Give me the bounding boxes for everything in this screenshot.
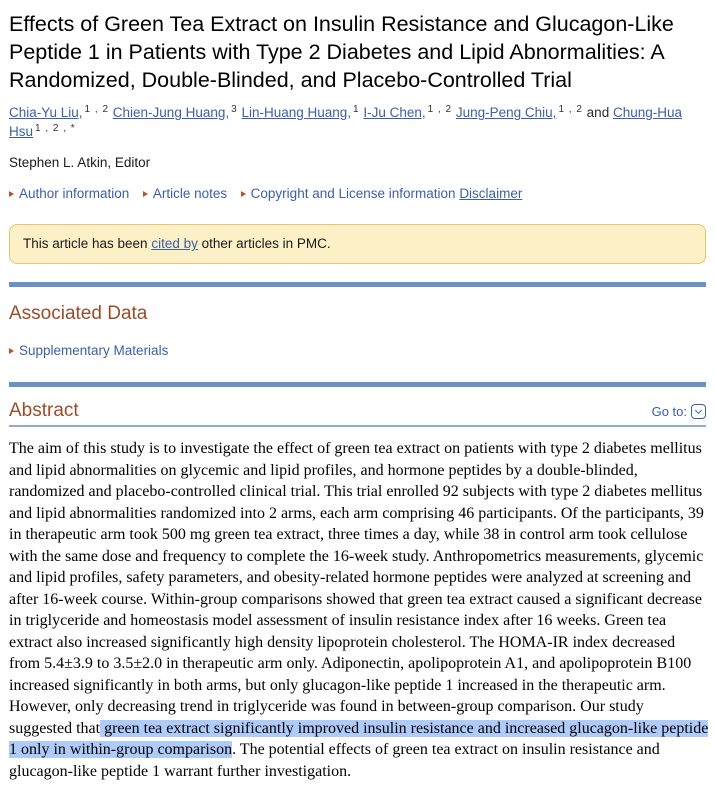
abstract-text-selected: green tea extract significantly improved insulin resistance and increased glucagon-like peptide 1 only in within-group comparison	[9, 719, 709, 758]
section-divider	[9, 382, 706, 387]
affiliation-superscript: 3	[231, 103, 238, 115]
abstract-paragraph	[9, 438, 709, 782]
author	[241, 105, 359, 120]
article-title: Effects of Green Tea Extract on Insulin Resistance and Glucagon-Like Peptide 1 in Patients with Type 2 Diabetes and Lipid Abnormalities: A Randomized, Double-Blinded, and Placebo-Controlled Trial	[9, 12, 674, 92]
bullet-arrow-icon	[9, 348, 14, 354]
bullet-arrow-icon	[241, 191, 246, 197]
disclaimer-link[interactable]: Disclaimer	[459, 186, 523, 201]
abstract-heading-rule	[9, 425, 706, 427]
goto-link[interactable]: Go to:	[651, 403, 687, 419]
author	[9, 105, 109, 120]
author-link[interactable]: Chung-Hua Hsu	[9, 105, 683, 139]
author-link[interactable]: Jung-Peng Chiu,	[455, 105, 557, 120]
author	[113, 105, 238, 120]
supplementary-materials-row	[9, 342, 706, 360]
author	[456, 105, 583, 120]
cited-by-notice	[9, 224, 706, 264]
author-information-link[interactable]: Author information	[19, 186, 130, 201]
and-label: and	[586, 105, 610, 120]
affiliation-superscript: 1 , 2	[427, 103, 453, 115]
editor-line: Stephen L. Atkin, Editor	[9, 155, 151, 170]
cited-by-link[interactable]: cited by	[151, 236, 198, 251]
author-link[interactable]: I-Ju Chen,	[363, 105, 426, 120]
notice-text: This article has been	[23, 236, 152, 251]
affiliation-superscript: 1 , 2	[558, 103, 583, 115]
author-list	[9, 103, 706, 141]
goto-control	[652, 404, 706, 419]
abstract-header	[9, 400, 706, 422]
affiliation-superscript: 1	[353, 103, 360, 115]
affiliation-superscript: 1 , 2	[84, 103, 110, 115]
article-notes-link[interactable]: Article notes	[152, 186, 228, 201]
article-meta-links	[9, 185, 706, 203]
abstract-heading: Abstract	[9, 400, 79, 421]
section-divider	[9, 282, 706, 287]
abstract-text: . The potential effects of green tea extract on insulin resistance and glucagon-like peptide 1 warrant further investigation.	[9, 741, 660, 780]
author-link[interactable]: Chien-Jung Huang,	[112, 105, 230, 120]
affiliation-superscript: 1 , 2 , *	[35, 122, 76, 134]
supplementary-materials-link[interactable]: Supplementary Materials	[19, 343, 169, 358]
author	[363, 105, 452, 120]
bullet-arrow-icon	[143, 191, 148, 197]
notice-text: other articles in PMC.	[197, 236, 331, 251]
author-link[interactable]: Chia-Yu Liu,	[9, 105, 83, 120]
associated-data-heading: Associated Data	[9, 303, 148, 324]
copyright-license-link[interactable]: Copyright and License information	[250, 186, 456, 201]
bullet-arrow-icon	[9, 191, 14, 197]
goto-dropdown-icon[interactable]	[691, 404, 706, 419]
abstract-text: The aim of this study is to investigate the effect of green tea extract on patients with type 2 diabetes mellitus and lipid abnormalities on glycemic and lipid profiles, and hormone peptides by a double-blinded, randomized and placebo-controlled clinical trial. This trial enrolled 92 subjects with type 2 diabetes mellitus and lipid abnormalities randomized into 2 arms, each arm comprising 46 participants. Of the participants, 39 in therapeutic arm took 500 mg green tea extract, three times a day, while 38 in control arm took cellulose with the same dose and frequency to complete the 16-week study. Anthropometrics measurements, glycemic and lipid profiles, safety parameters, and obesity-related hormone peptides were analyzed at screening and after 16-week course. Within-group comparisons showed that green tea extract caused a significant decrease in triglyceride and homeostasis model assessment of insulin resistance index after 16 weeks. Green tea extract also increased significantly high density lipoprotein cholesterol. The HOMA-IR index decreased from 5.4±3.9 to 3.5±2.0 in therapeutic arm only. Adiponectin, apolipoprotein A1, and apolipoprotein B100 increased significantly in both arms, but only glucagon-like peptide 1 increased in the therapeutic arm. However, only decreasing trend in triglyceride was found in between-group comparison. Our study suggested that	[9, 440, 704, 737]
author-link[interactable]: Lin-Huang Huang,	[241, 105, 352, 120]
